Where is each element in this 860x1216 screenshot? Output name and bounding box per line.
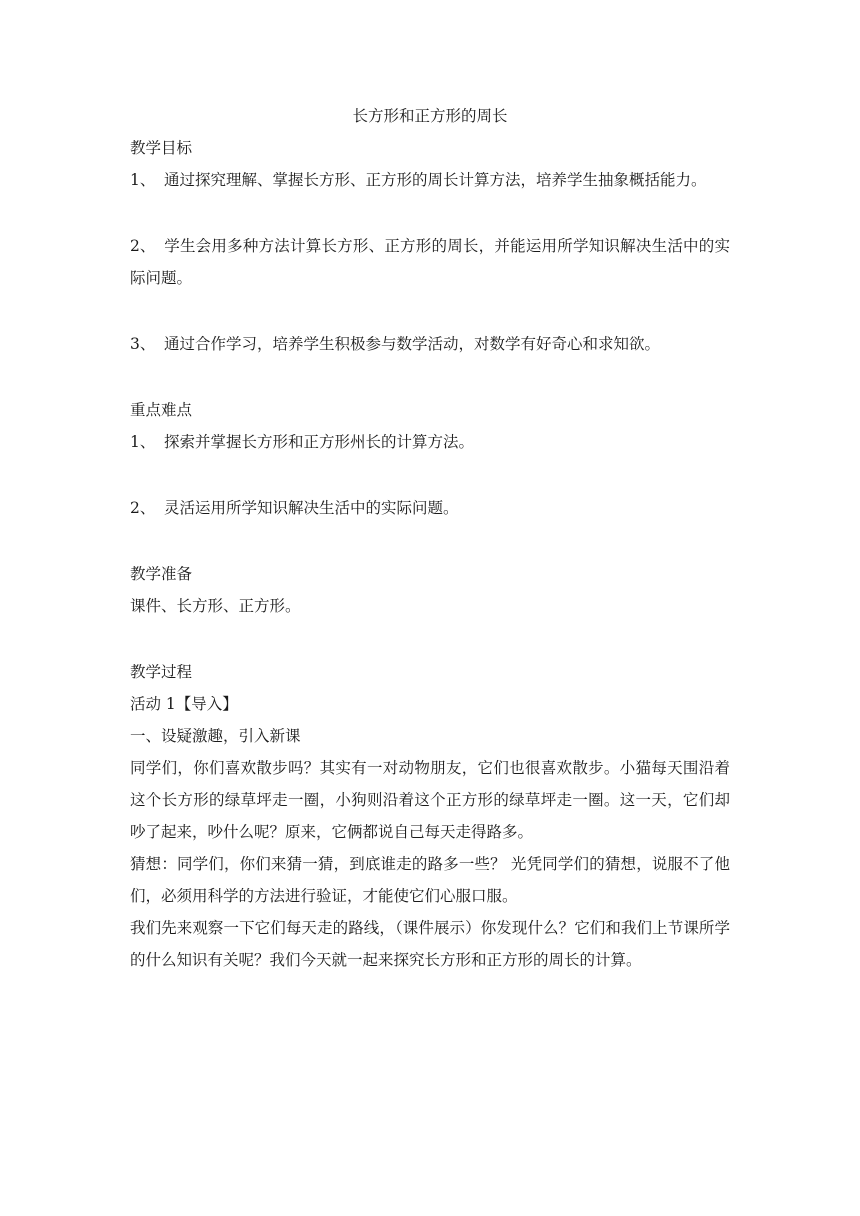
section-heading-preparation: 教学准备 [130,565,193,583]
goal-text: 学生会用多种方法计算长方形、正方形的周长，并能运用所学知识解决生活中的实际问题。 [130,237,730,287]
goal-item-1 [130,164,730,196]
spacer [130,294,730,328]
process-paragraph-1: 同学们，你们喜欢散步吗？其实有一对动物朋友，它们也很喜欢散步。小猫每天围沿着这个长方形的绿草坪走一圈，小狗则沿着这个正方形的绿草坪走一圈。这一天，它们却吵了起来，吵什么呢？原来，它俩都说自己每天走得路多。 [130,759,730,841]
spacer [130,196,730,230]
spacer [130,458,730,492]
process-paragraph-3: 我们先来观察一下它们每天走的路线，（课件展示）你发现什么？它们和我们上节课所学的什么知识有关呢？我们今天就一起来探究长方形和正方形的周长的计算。 [130,919,730,969]
key-point-text: 灵活运用所学知识解决生活中的实际问题。 [164,499,459,517]
document-title: 长方形和正方形的周长 [352,107,508,125]
goal-text: 通过探究理解、掌握长方形、正方形的周长计算方法，培养学生抽象概括能力。 [164,171,707,189]
key-point-number: 2、 [130,499,156,517]
process-subheading: 一、设疑激趣，引入新课 [130,727,301,745]
key-point-item-2 [130,492,730,524]
section-heading-key-points: 重点难点 [130,401,193,419]
document-page [130,100,730,976]
spacer [130,360,730,394]
spacer [130,622,730,656]
key-point-item-1 [130,426,730,458]
section-heading-goals: 教学目标 [130,139,193,157]
goal-number: 1、 [130,171,156,189]
goal-number: 3、 [130,335,156,353]
goal-text: 通过合作学习，培养学生积极参与数学活动，对数学有好奇心和求知欲。 [164,335,661,353]
section-heading-process: 教学过程 [130,663,193,681]
activity-label: 活动 1【导入】 [130,695,238,713]
process-paragraph-2: 猜想：同学们，你们来猜一猜，到底谁走的路多一些？ 光凭同学们的猜想，说服不了他们，必须用科学的方法进行验证，才能使它们心服口服。 [130,855,730,905]
spacer [130,524,730,558]
goal-item-2 [130,230,730,294]
goal-item-3 [130,328,730,360]
key-point-number: 1、 [130,433,156,451]
goal-number: 2、 [130,237,156,255]
preparation-text: 课件、长方形、正方形。 [130,597,301,615]
key-point-text: 探索并掌握长方形和正方形州长的计算方法。 [164,433,475,451]
